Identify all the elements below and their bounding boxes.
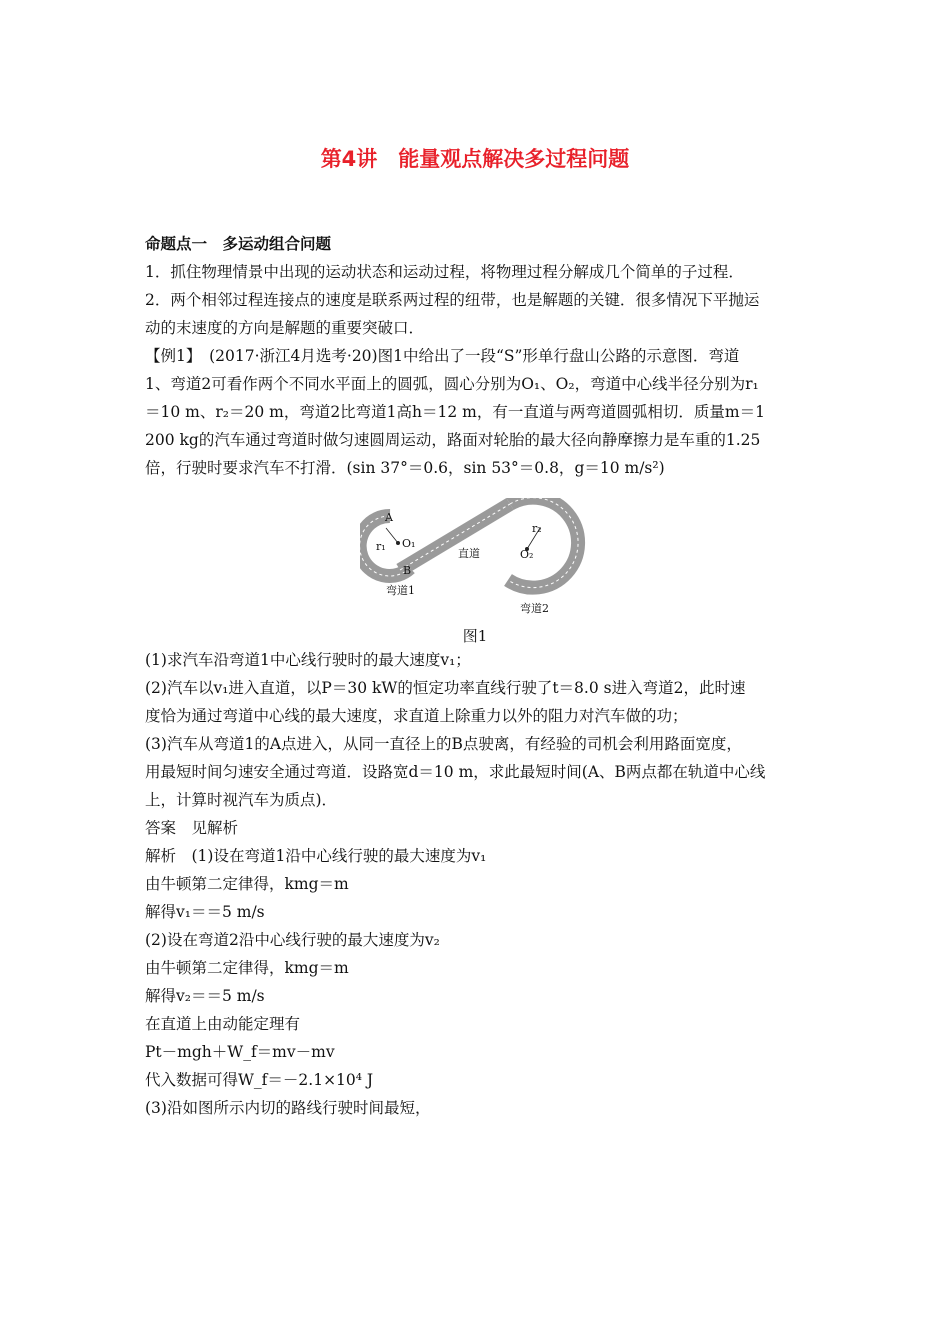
section-heading: 命题点一 多运动组合问题 bbox=[145, 235, 332, 253]
solution-line: 解得v₂＝＝5 m/s bbox=[145, 987, 265, 1005]
label-r1: r₁ bbox=[376, 540, 386, 553]
solution-line: (3)沿如图所示内切的路线行驶时间最短， bbox=[145, 1099, 431, 1117]
solution-line: 代入数据可得W_f＝－2.1×10⁴ J bbox=[145, 1071, 374, 1089]
label-bend2: 弯道2 bbox=[520, 602, 549, 615]
question-line: (1)求汽车沿弯道1中心线行驶时的最大速度v₁； bbox=[145, 651, 471, 669]
s-road-figure bbox=[360, 498, 590, 618]
label-A: A bbox=[385, 511, 393, 524]
solution-line: 解析 (1)设在弯道1沿中心线行驶的最大速度为v₁ bbox=[145, 847, 487, 865]
figure-caption: 图1 bbox=[462, 627, 488, 645]
solution-line: 由牛顿第二定律得，kmg＝m bbox=[145, 959, 349, 977]
example-line: ＝10 m、r₂＝20 m，弯道2比弯道1高h＝12 m，有一直道与两弯道圆弧相切．质量m＝1 bbox=[145, 403, 765, 421]
intro-line: 1．抓住物理情景中出现的运动状态和运动过程，将物理过程分解成几个简单的子过程． bbox=[145, 263, 744, 281]
solution-line: 在直道上由动能定理有 bbox=[145, 1015, 301, 1033]
question-line: 度恰为通过弯道中心线的最大速度，求直道上除重力以外的阻力对汽车做的功； bbox=[145, 707, 688, 725]
label-O2: O₂ bbox=[520, 548, 534, 561]
label-straight: 直道 bbox=[458, 547, 480, 560]
solution-line: 解得v₁＝＝5 m/s bbox=[145, 903, 265, 921]
example-line: 1、弯道2可看作两个不同水平面上的圆弧，圆心分别为O₁、O₂，弯道中心线半径分别为r₁ bbox=[145, 375, 759, 393]
answer-line: 答案 见解析 bbox=[145, 819, 239, 837]
question-line: (2)汽车以v₁进入直道，以P＝30 kW的恒定功率直线行驶了t＝8.0 s进入弯道2，此时速 bbox=[145, 679, 746, 697]
page-title: 第4讲 能量观点解决多过程问题 bbox=[320, 147, 630, 171]
label-B: B bbox=[403, 564, 412, 577]
label-O1: O₁ bbox=[402, 537, 416, 550]
example-line: 200 kg的汽车通过弯道时做匀速圆周运动，路面对轮胎的最大径向静摩擦力是车重的1.25 bbox=[145, 431, 761, 449]
solution-line: (2)设在弯道2沿中心线行驶的最大速度为v₂ bbox=[145, 931, 440, 949]
solution-line: 由牛顿第二定律得，kmg＝m bbox=[145, 875, 349, 893]
intro-line: 2．两个相邻过程连接点的速度是联系两过程的纽带，也是解题的关键．很多情况下平抛运 bbox=[145, 291, 760, 309]
question-line: 用最短时间匀速安全通过弯道．设路宽d＝10 m，求此最短时间(A、B两点都在轨道中心线 bbox=[145, 763, 766, 781]
bend2-road bbox=[508, 498, 578, 588]
example-line: 【例1】 (2017·浙江4月选考·20)图1中给出了一段“S”形单行盘山公路的示意图．弯道 bbox=[145, 347, 740, 365]
example-line: 倍，行驶时要求汽车不打滑．(sin 37°＝0.6，sin 53°＝0.8，g＝10 m/s²) bbox=[145, 459, 665, 477]
intro-line: 动的末速度的方向是解题的重要突破口． bbox=[145, 319, 425, 337]
label-bend1: 弯道1 bbox=[386, 584, 415, 597]
label-r2: r₂ bbox=[532, 522, 542, 535]
solution-line: Pt－mgh＋W_f＝mv－mv bbox=[145, 1043, 335, 1061]
question-line: (3)汽车从弯道1的A点进入，从同一直径上的B点驶离，有经验的司机会利用路面宽度， bbox=[145, 735, 742, 753]
question-line: 上，计算时视汽车为质点)． bbox=[145, 791, 338, 809]
